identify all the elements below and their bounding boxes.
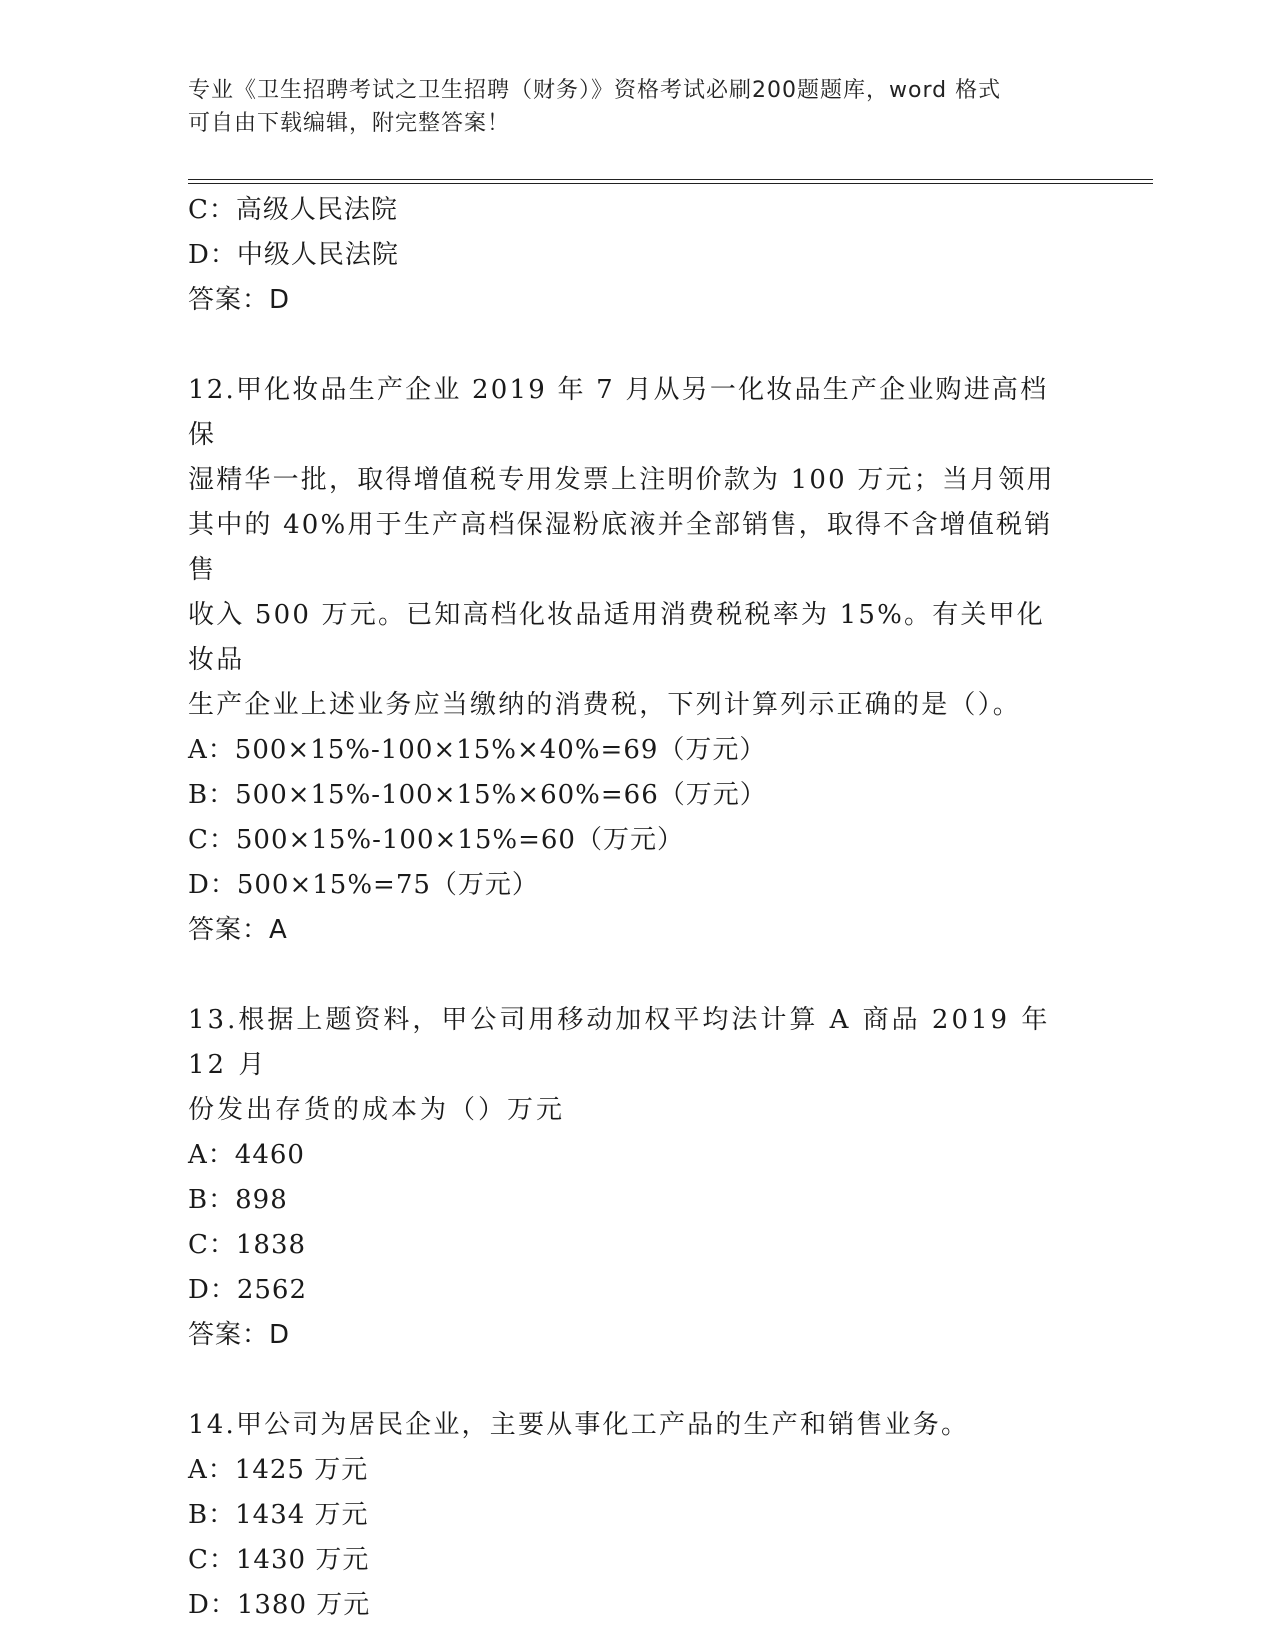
option-a: A：1425 万元 bbox=[188, 1455, 369, 1485]
question-12-text bbox=[188, 368, 1068, 728]
spacer bbox=[188, 1358, 1088, 1403]
question-line: 份发出存货的成本为（）万元 bbox=[188, 1095, 566, 1125]
question-14-text bbox=[188, 1403, 1068, 1448]
spacer bbox=[188, 953, 1088, 998]
question-line: 12.甲化妆品生产企业 2019 年 7 月从另一化妆品生产企业购进高档保 bbox=[188, 375, 1049, 450]
option-d: D：中级人民法院 bbox=[188, 240, 399, 270]
header-divider-top bbox=[188, 179, 1153, 180]
option-d: D：1380 万元 bbox=[188, 1590, 371, 1620]
option-d: D：2562 bbox=[188, 1275, 308, 1305]
question-12 bbox=[188, 368, 1088, 953]
document-body bbox=[188, 188, 1088, 1628]
option-b: B：898 bbox=[188, 1185, 288, 1215]
option-c: C：1430 万元 bbox=[188, 1545, 370, 1575]
option-d: D：500×15%=75（万元） bbox=[188, 870, 539, 900]
answer-line: 答案：D bbox=[188, 1320, 291, 1350]
option-c: C：1838 bbox=[188, 1230, 307, 1260]
header-divider-bottom bbox=[188, 183, 1153, 184]
option-b: B：1434 万元 bbox=[188, 1500, 369, 1530]
question-11-continued bbox=[188, 188, 1088, 323]
option-c: C：500×15%-100×15%=60（万元） bbox=[188, 825, 684, 855]
question-13 bbox=[188, 998, 1088, 1358]
question-line: 其中的 40%用于生产高档保湿粉底液并全部销售，取得不含增值税销售 bbox=[188, 510, 1053, 585]
answer-line: 答案：D bbox=[188, 285, 291, 315]
answer-line: 答案：A bbox=[188, 915, 288, 945]
option-c: C：高级人民法院 bbox=[188, 195, 398, 225]
question-line: 收入 500 万元。已知高档化妆品适用消费税税率为 15%。有关甲化妆品 bbox=[188, 600, 1046, 675]
question-line: 生产企业上述业务应当缴纳的消费税，下列计算列示正确的是（）。 bbox=[188, 690, 1022, 720]
question-line: 13.根据上题资料，甲公司用移动加权平均法计算 A 商品 2019 年 12 月 bbox=[188, 1005, 1051, 1080]
spacer bbox=[188, 323, 1088, 368]
header-line-1: 专业《卫生招聘考试之卫生招聘（财务）》资格考试必刷200题题库，word 格式 bbox=[188, 78, 1002, 103]
question-14 bbox=[188, 1403, 1088, 1628]
option-a: A：500×15%-100×15%×40%=69（万元） bbox=[188, 735, 767, 765]
option-b: B：500×15%-100×15%×60%=66（万元） bbox=[188, 780, 767, 810]
option-a: A：4460 bbox=[188, 1140, 305, 1170]
question-13-text bbox=[188, 998, 1068, 1133]
question-line: 14.甲公司为居民企业，主要从事化工产品的生产和销售业务。 bbox=[188, 1410, 970, 1440]
header-line-2: 可自由下载编辑，附完整答案！ bbox=[188, 111, 511, 136]
question-line: 湿精华一批，取得增值税专用发票上注明价款为 100 万元；当月领用 bbox=[188, 465, 1055, 495]
document-header bbox=[188, 74, 1088, 140]
